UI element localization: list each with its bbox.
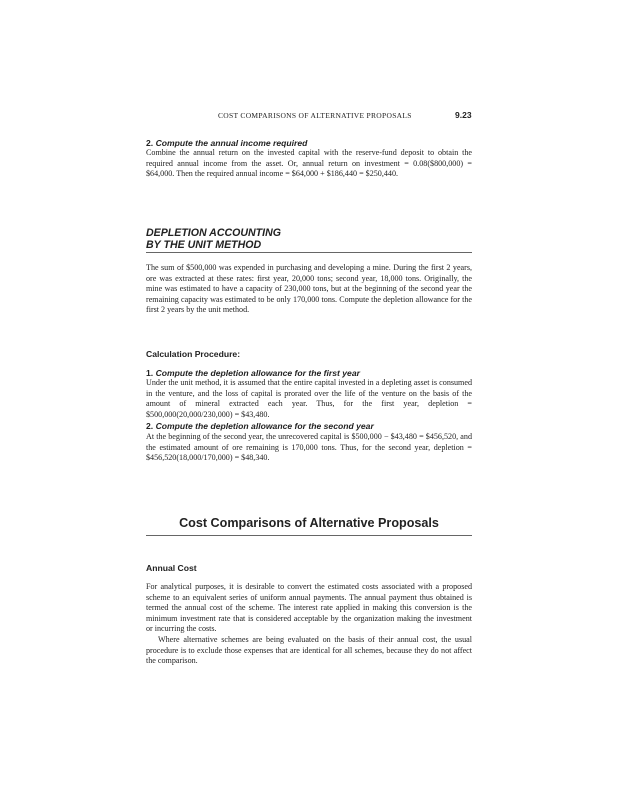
section-heading <box>146 227 281 251</box>
step-heading <box>146 138 307 148</box>
step-body <box>146 432 472 464</box>
step-text: At the beginning of the second year, the unrecovered capital is $500,000 − $43,480 = $456,520, and the estimated amount of ore remaining is 170,000 tons. Thus, for the second year, depletion = $456,520(18,000/170,000) = $48,340. <box>146 432 472 463</box>
subheading: Annual Cost <box>146 563 197 573</box>
step-heading <box>146 421 374 431</box>
step-title: Compute the annual income required <box>155 138 308 148</box>
running-header-title: COST COMPARISONS OF ALTERNATIVE PROPOSALS <box>218 111 412 120</box>
step-number: 1. <box>146 368 154 378</box>
problem-statement <box>146 263 472 316</box>
step-body <box>146 378 472 420</box>
section-heading-line1: DEPLETION ACCOUNTING <box>146 227 281 239</box>
problem-text: The sum of $500,000 was expended in purchasing and developing a mine. During the first 2 years, ore was extracted at these rates: first year, 20,000 tons; second year, 18,000 tons. Originally, the mine was estimated to have a capacity of 230,000 tons, but at the beginning of the second year the remaining capacity was estimated to be only 170,000 tons. Compute the depletion allowance for the first 2 years by the unit method. <box>146 263 472 315</box>
page-number: 9.23 <box>455 110 472 120</box>
step-title: Compute the depletion allowance for the second year <box>155 421 374 431</box>
step-heading <box>146 368 360 378</box>
procedure-label: Calculation Procedure: <box>146 349 241 359</box>
section-heading-line2: BY THE UNIT METHOD <box>146 239 262 251</box>
section-divider <box>146 252 472 253</box>
section-body <box>146 582 472 667</box>
paragraph: For analytical purposes, it is desirable to convert the estimated costs associated with a proposed scheme to an equivalent series of uniform annual payments. The annual payment thus obtained is termed the annual cost of the scheme. The interest rate applied in making this conversion is the minimum investment rate that is considered acceptable by the organization making the investment or incurring the costs. <box>146 582 472 634</box>
step-number: 2. <box>146 138 154 148</box>
paragraph: Where alternative schemes are being evaluated on the basis of their annual cost, the usual procedure is to exclude those expenses that are identical for all schemes, because they do not affect the comparison. <box>146 634 472 666</box>
step-number: 2. <box>146 421 154 431</box>
section-title-divider <box>146 535 472 536</box>
step-text: Combine the annual return on the invested capital with the reserve-fund deposit to obtain the required annual income from the asset. Or, annual return on investment = 0.08($800,000) = $64,000. Then the required annual income = $64,000 + $186,440 = $250,440. <box>146 148 472 179</box>
step-title: Compute the depletion allowance for the first year <box>155 368 360 378</box>
section-title: Cost Comparisons of Alternative Proposals <box>179 516 439 530</box>
step-body <box>146 148 472 180</box>
step-text: Under the unit method, it is assumed that the entire capital invested in a depleting asset is consumed in the venture, and the loss of capital is prorated over the life of the venture on the basis of the amount of mineral extracted each year. Thus, for the first year, depletion = $500,000(20,000/230,000) = $43,480. <box>146 378 472 419</box>
